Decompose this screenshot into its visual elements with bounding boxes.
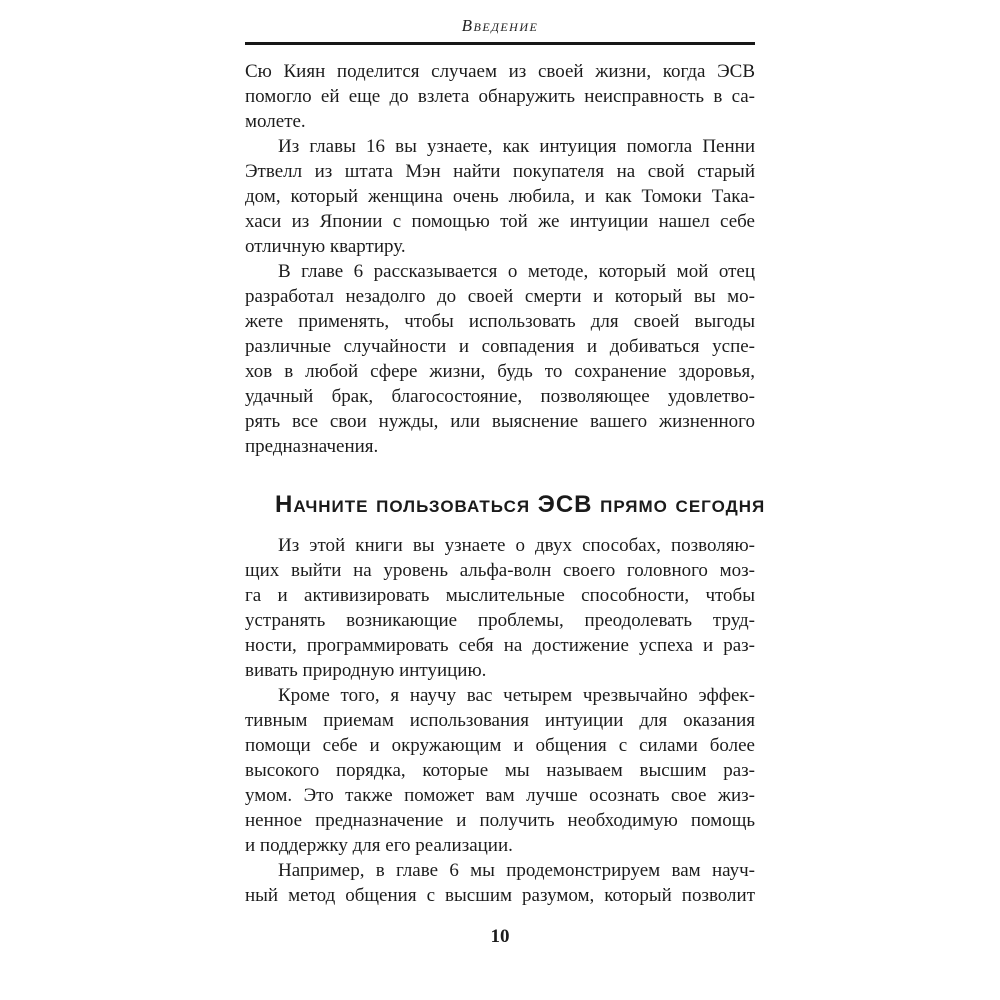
paragraph <box>245 533 755 683</box>
text-line: удачный брак, благосостояние, позволяющее удовлетво- <box>245 386 755 407</box>
text-line: Из этой книги вы узнаете о двух способах, позволяю- <box>278 535 755 556</box>
text-line: отличную квартиру. <box>245 236 406 257</box>
text-line: ный метод общения с высшим разумом, который позволит <box>245 885 755 906</box>
text-line: хов в любой сфере жизни, будь то сохранение здоровья, <box>245 361 755 382</box>
text-line: помогло ей еще до взлета обнаружить неисправность в са- <box>245 86 755 107</box>
text-line: рять все свои нужды, или выяснение вашего жизненного <box>245 411 755 432</box>
text-line: Из главы 16 вы узнаете, как интуиция помогла Пенни <box>278 136 755 157</box>
text-line: помощи себе и окружающим и общения с силами более <box>245 735 755 756</box>
page-header <box>245 16 755 45</box>
text-line: хаси из Японии с помощью той же интуиции нашел себе <box>245 211 755 232</box>
text-line: высокого порядка, которые мы называем высшим раз- <box>245 760 755 781</box>
paragraph <box>245 858 755 908</box>
text-line: га и активизировать мыслительные способности, чтобы <box>245 585 755 606</box>
paragraph <box>245 683 755 858</box>
text-line: дом, который женщина очень любила, и как Томоки Така- <box>245 186 755 207</box>
text-line: умом. Это также поможет вам лучше осознать свое жиз- <box>245 785 755 806</box>
text-line: разработал незадолго до своей смерти и который вы мо- <box>245 286 755 307</box>
text-line: ности, программировать себя на достижение успеха и раз- <box>245 635 755 656</box>
text-line: Например, в главе 6 мы продемонстрируем вам науч- <box>278 860 755 881</box>
text-line: Кроме того, я научу вас четырем чрезвычайно эффек- <box>278 685 755 706</box>
section-heading: Начните пользоваться ЭСВ прямо сегодня <box>275 491 766 518</box>
text-line: молете. <box>245 111 306 132</box>
text-line: щих выйти на уровень альфа-волн своего головного моз- <box>245 560 755 581</box>
text-line: и поддержку для его реализации. <box>245 835 513 856</box>
text-line: тивным приемам использования интуиции для оказания <box>245 710 755 731</box>
text-line: жете применять, чтобы использовать для своей выгоды <box>245 311 755 332</box>
text-line: предназначения. <box>245 436 379 457</box>
text-content <box>245 59 766 908</box>
text-line: ненное предназначение и получить необходимую помощь <box>245 810 755 831</box>
running-head: Введение <box>461 16 539 35</box>
text-line: В главе 6 рассказывается о методе, который мой отец <box>278 261 755 282</box>
text-line: Сю Киян поделится случаем из своей жизни, когда ЭСВ <box>245 61 755 82</box>
page-number: 10 <box>490 926 510 947</box>
paragraph <box>245 259 755 459</box>
text-line: Этвелл из штата Мэн найти покупателя на свой старый <box>245 161 755 182</box>
paragraph <box>245 134 755 259</box>
book-page <box>245 16 766 976</box>
text-line: вивать природную интуицию. <box>245 660 487 681</box>
text-line: устранять возникающие проблемы, преодолевать труд- <box>245 610 755 631</box>
text-line: различные случайности и совпадения и добиваться успе- <box>245 336 755 357</box>
paragraph <box>245 59 755 134</box>
